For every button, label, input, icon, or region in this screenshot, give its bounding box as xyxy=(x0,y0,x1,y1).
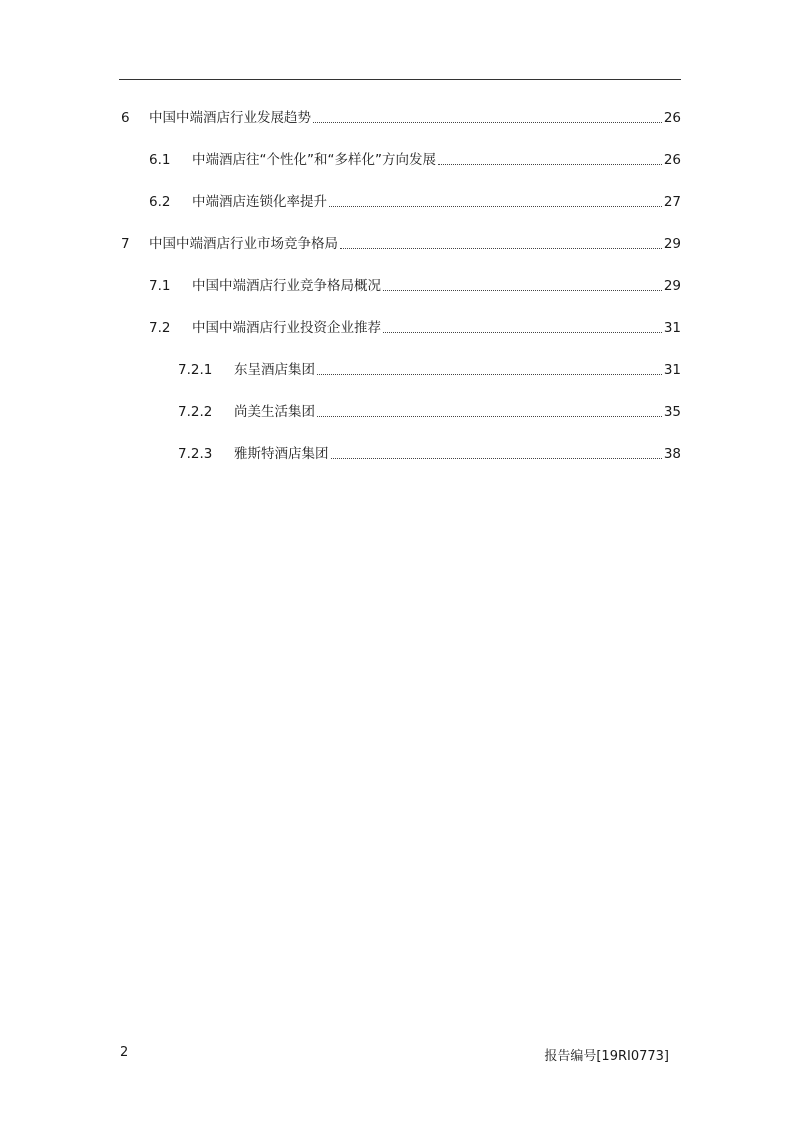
toc-number: 6.1 xyxy=(149,152,171,168)
toc-title: 中国中端酒店行业市场竞争格局 xyxy=(149,236,338,252)
toc-title: 雅斯特酒店集团 xyxy=(234,446,329,462)
toc-title: 中端酒店连锁化率提升 xyxy=(192,194,327,210)
toc-number: 7.2 xyxy=(149,320,171,336)
toc-title: 中国中端酒店行业投资企业推荐 xyxy=(192,320,381,336)
toc-dot-leader xyxy=(317,373,662,375)
toc-entry-6[interactable] xyxy=(121,108,681,128)
toc-number: 7.2.1 xyxy=(178,362,213,378)
footer-page-number: 2 xyxy=(120,1045,129,1060)
toc-dot-leader xyxy=(383,331,662,333)
toc-dot-leader xyxy=(317,415,662,417)
toc-number: 7.1 xyxy=(149,278,171,294)
toc-page-number: 26 xyxy=(663,152,681,168)
toc-title: 中端酒店往“个性化”和“多样化”方向发展 xyxy=(192,152,436,168)
toc-dot-leader xyxy=(331,457,662,459)
toc-page-number: 29 xyxy=(663,278,681,294)
toc-title: 东呈酒店集团 xyxy=(234,362,315,378)
toc-entry-7-2[interactable] xyxy=(149,318,681,338)
toc-page-number: 31 xyxy=(663,362,681,378)
toc-number: 6 xyxy=(121,110,130,126)
toc-entry-6-2[interactable] xyxy=(149,192,681,212)
toc-dot-leader xyxy=(340,247,662,249)
toc-title: 中国中端酒店行业发展趋势 xyxy=(149,110,311,126)
toc-number: 7 xyxy=(121,236,130,252)
toc-number: 6.2 xyxy=(149,194,171,210)
toc-page-number: 29 xyxy=(663,236,681,252)
toc-page-number: 26 xyxy=(663,110,681,126)
toc-entry-7[interactable] xyxy=(121,234,681,254)
toc-title: 尚美生活集团 xyxy=(234,404,315,420)
toc-entry-6-1[interactable] xyxy=(149,150,681,170)
toc-page-number: 35 xyxy=(663,404,681,420)
toc-dot-leader xyxy=(438,163,662,165)
footer-report-id: 报告编号[19RI0773] xyxy=(544,1049,669,1064)
toc-dot-leader xyxy=(383,289,662,291)
toc-dot-leader xyxy=(329,205,662,207)
toc-number: 7.2.3 xyxy=(178,446,213,462)
toc-page-number: 27 xyxy=(663,194,681,210)
toc-entry-7-1[interactable] xyxy=(149,276,681,296)
toc-page-number: 38 xyxy=(663,446,681,462)
toc-dot-leader xyxy=(313,121,662,123)
toc-number: 7.2.2 xyxy=(178,404,213,420)
toc-title: 中国中端酒店行业竞争格局概况 xyxy=(192,278,381,294)
toc-entry-7-2-1[interactable] xyxy=(178,360,681,380)
toc-page-number: 31 xyxy=(663,320,681,336)
toc-entry-7-2-2[interactable] xyxy=(178,402,681,422)
toc-entry-7-2-3[interactable] xyxy=(178,444,681,464)
